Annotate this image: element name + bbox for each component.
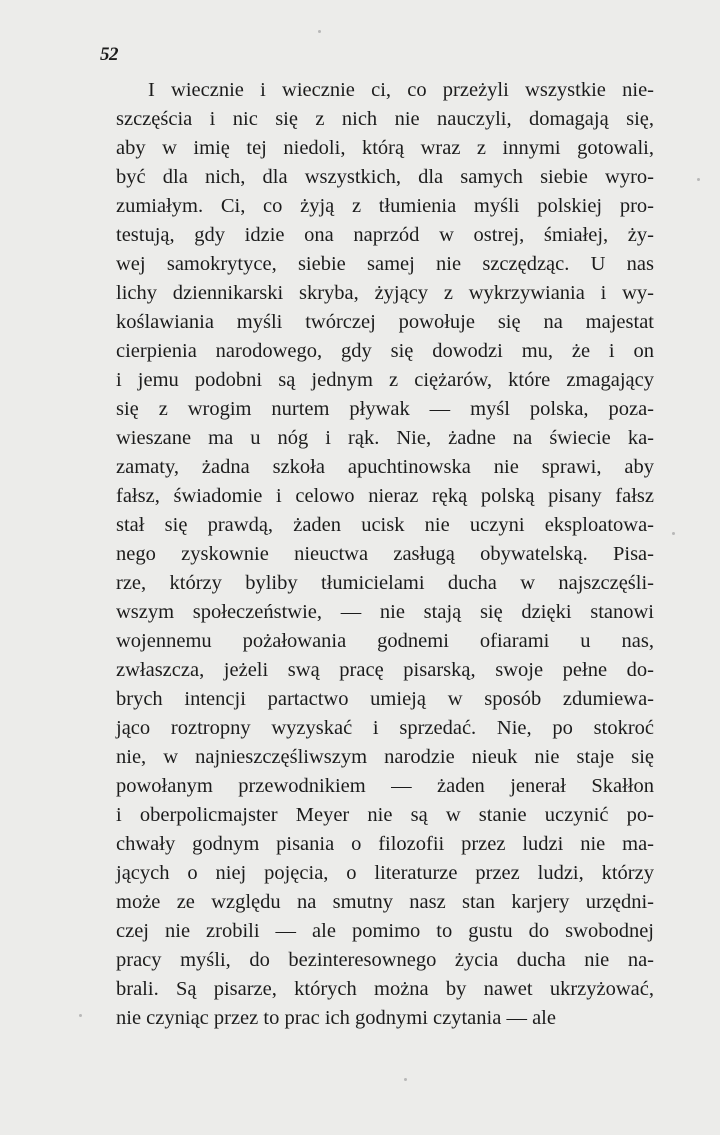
paper-speck — [318, 30, 321, 33]
text-line: fałsz, świadomie i celowo nieraz ręką polską pisany fałsz — [116, 485, 654, 507]
text-line: koślawiania myśli twórczej powołuje się na majestat — [116, 311, 654, 333]
text-line: może ze względu na smutny nasz stan karjery urzędni- — [116, 891, 654, 913]
text-line: zamaty, żadna szkoła apuchtinowska nie sprawi, aby — [116, 456, 654, 478]
text-line: wszym społeczeństwie, — nie stają się dzięki stanowi — [116, 601, 654, 623]
text-line: się z wrogim nurtem pływak — myśl polska, poza- — [116, 398, 654, 420]
text-line: aby w imię tej niedoli, którą wraz z innymi gotowali, — [116, 137, 654, 159]
text-line: być dla nich, dla wszystkich, dla samych siebie wyro- — [116, 166, 654, 188]
text-line: wej samokrytyce, siebie samej nie szczędząc. U nas — [116, 253, 654, 275]
text-line: wieszane ma u nóg i rąk. Nie, żadne na świecie ka- — [116, 427, 654, 449]
text-line: czej nie zrobili — ale pomimo to gustu do swobodnej — [116, 920, 654, 942]
text-line: jących o niej pojęcia, o literaturze przez ludzi, którzy — [116, 862, 654, 884]
paper-speck — [79, 1014, 82, 1017]
text-line: rze, którzy byliby tłumicielami ducha w najszczęśli- — [116, 572, 654, 594]
text-line: testują, gdy idzie ona naprzód w ostrej, śmiałej, ży- — [116, 224, 654, 246]
text-line: wojennemu pożałowania godnemi ofiarami u nas, — [116, 630, 654, 652]
text-line: brali. Są pisarze, których można by nawet ukrzyżować, — [116, 978, 654, 1000]
text-line: cierpienia narodowego, gdy się dowodzi mu, że i on — [116, 340, 654, 362]
text-line: i oberpolicmajster Meyer nie są w stanie uczynić po- — [116, 804, 654, 826]
text-line: I wiecznie i wiecznie ci, co przeżyli wszystkie nie- — [148, 79, 654, 101]
paper-speck — [697, 178, 700, 181]
paper-speck — [672, 532, 675, 535]
text-line: jąco roztropny wyzyskać i sprzedać. Nie, po stokroć — [116, 717, 654, 739]
text-line: lichy dziennikarski skryba, żyjący z wykrzywiania i wy- — [116, 282, 654, 304]
text-line: i jemu podobni są jednym z ciężarów, które zmagający — [116, 369, 654, 391]
text-line: zwłaszcza, jeżeli swą pracę pisarską, swoje pełne do- — [116, 659, 654, 681]
text-line: stał się prawdą, żaden ucisk nie uczyni eksploatowa- — [116, 514, 654, 536]
text-line: nego zyskownie nieuctwa zasługą obywatelską. Pisa- — [116, 543, 654, 565]
text-line: szczęścia i nic się z nich nie nauczyli, domagają się, — [116, 108, 654, 130]
text-line: brych intencji partactwo umieją w sposób zdumiewa- — [116, 688, 654, 710]
paper-speck — [404, 1078, 407, 1081]
page-number: 52 — [100, 44, 118, 65]
text-line: nie, w najnieszczęśliwszym narodzie nieuk nie staje się — [116, 746, 654, 768]
text-line: zumiałym. Ci, co żyją z tłumienia myśli polskiej pro- — [116, 195, 654, 217]
text-line: powołanym przewodnikiem — żaden jenerał Skałłon — [116, 775, 654, 797]
text-line: nie czyniąc przez to prac ich godnymi czytania — ale — [116, 1007, 556, 1029]
text-line: chwały godnym pisania o filozofii przez ludzi nie ma- — [116, 833, 654, 855]
text-line: pracy myśli, do bezinteresownego życia ducha nie na- — [116, 949, 654, 971]
